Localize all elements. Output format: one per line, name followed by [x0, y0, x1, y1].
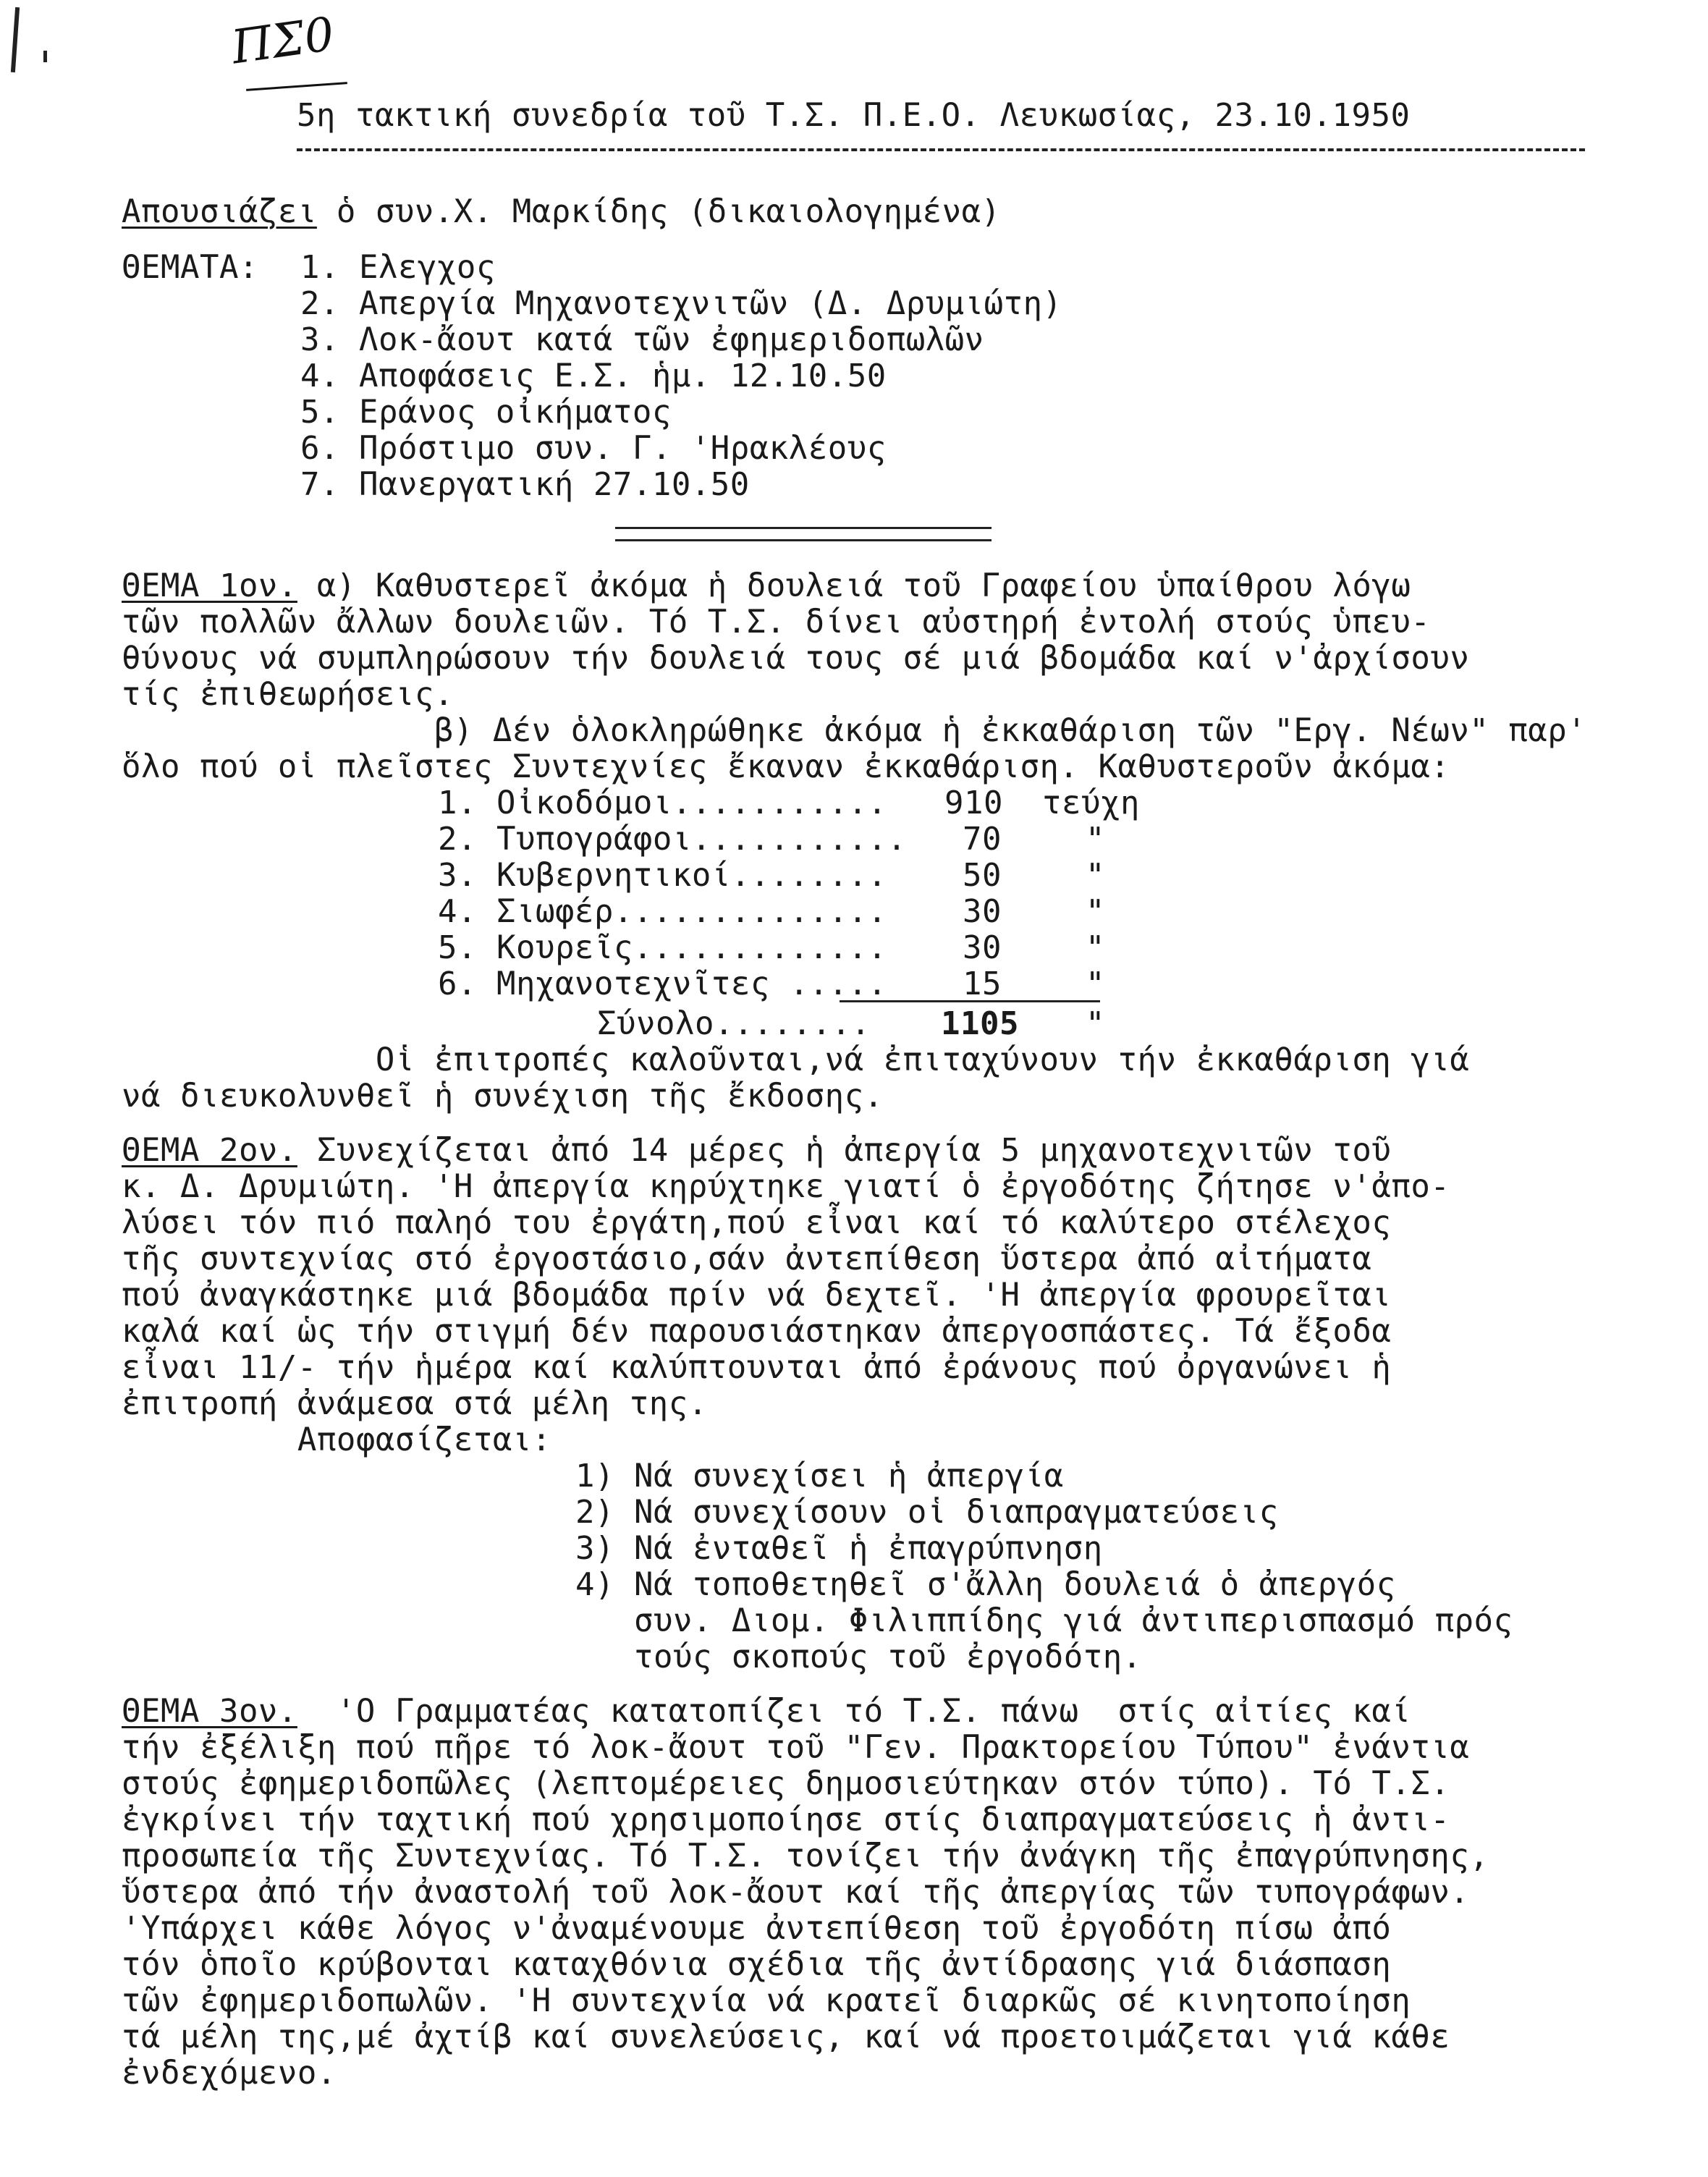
- list-unit: ": [1086, 821, 1105, 858]
- theme1-text: α) Καθυστερεῖ ἀκόμα ἡ δουλειά τοῦ Γραφείου ὑπαίθρου λόγω: [297, 567, 1411, 604]
- theme3-line: προσωπεία τῆς Συντεχνίας. Τό Τ.Σ. τονίζει τήν ἀνάγκη τῆς ἐπαγρύπνησης,: [122, 1838, 1489, 1874]
- agenda-item: 3. Λοκ-ἄουτ κατά τῶν ἐφημεριδοπωλῶν: [300, 321, 984, 358]
- list-name: 6. Μηχανοτεχνῖτες .....: [438, 965, 907, 1002]
- agenda-label: ΘΕΜΑΤΑ:: [122, 249, 258, 286]
- agenda-separator: [615, 527, 992, 541]
- theme2-line: καλά καί ὡς τήν στιγμή δέν παρουσιάστηκαν ἀπεργοσπάστες. Τά ἔξοδα: [122, 1313, 1392, 1350]
- theme3-text: 'Ο Γραμματέας κατατοπίζει τό Τ.Σ. πάνω στίς αἰτίες καί: [297, 1693, 1411, 1730]
- theme2-line: κ. Δ. Δρυμιώτη. 'Η ἀπεργία κηρύχτηκε γιατί ὁ ἐργοδότης ζήτησε ν'ἀπο-: [122, 1168, 1450, 1205]
- theme3-line: στούς ἐφημεριδοπῶλες (λεπτομέρειες δημοσιεύτηκαν στόν τύπο). Τό Τ.Σ.: [122, 1765, 1450, 1802]
- agenda-item: 7. Πανεργατική 27.10.50: [300, 466, 750, 503]
- theme3-line: τῶν ἐφημεριδοπωλῶν. 'Η συντεχνία νά κρατεῖ διαρκῶς σέ κινητοποίηση: [122, 1982, 1411, 2019]
- theme2-text: Συνεχίζεται ἀπό 14 μέρες ἡ ἀπεργία 5 μηχανοτεχνιτῶν τοῦ: [297, 1132, 1392, 1169]
- theme1-closing: Οἱ ἐπιτροπές καλοῦνται,νά ἐπιταχύνουν τήν ἐκκαθάριση γιά: [122, 1041, 1470, 1078]
- list-qty: 30: [963, 893, 1002, 930]
- list-unit: ": [1086, 929, 1105, 966]
- theme3-line: ὕστερα ἀπό τήν ἀναστολή τοῦ λοκ-ἄουτ καί τῆς ἀπεργίας τῶν τυπογράφων.: [122, 1874, 1470, 1911]
- list-name: 4. Σιωφέρ..............: [438, 893, 907, 930]
- theme3-line: ἐγκρίνει τήν ταχτική πού χρησιμοποίησε στίς διαπραγματεύσεις ἡ ἀντι-: [122, 1801, 1450, 1838]
- agenda-item: 2. Απεργία Μηχανοτεχνιτῶν (Δ. Δρυμιώτη): [300, 285, 1062, 322]
- handwritten-stamp: ΠΣ0: [228, 7, 338, 75]
- list-qty: 910: [944, 785, 1003, 821]
- theme2-first-line: [122, 1133, 1391, 1169]
- theme3-line: τά μέλη της,μέ ἀχτίβ καί συνελεύσεις, καί νά προετοιμάζεται γιά κάθε: [122, 2019, 1450, 2055]
- list-qty: 50: [963, 857, 1002, 894]
- theme3-line: 'Υπάρχει κάθε λόγος ν'ἀναμένουμε ἀντεπίθεση τοῦ ἐργοδότη πίσω ἀπό: [122, 1910, 1392, 1947]
- absence-line: [122, 194, 1001, 230]
- theme3-line: τόν ὁποῖο κρύβονται καταχθόνια σχέδια τῆς ἀντίδρασης γιά διάσπαση: [122, 1946, 1392, 1983]
- agenda-item: 4. Αποφάσεις Ε.Σ. ἡμ. 12.10.50: [300, 358, 887, 394]
- agenda-item: 1. Ελεγχος: [300, 249, 496, 286]
- theme1-line: ὅλο πού οἱ πλεῖστες Συντεχνίες ἔκαναν ἐκκαθάριση. Καθυστεροῦν ἀκόμα:: [122, 748, 1450, 785]
- list-unit: ": [1086, 857, 1105, 894]
- list-unit: ": [1086, 965, 1105, 1002]
- total-unit: ": [1086, 1005, 1105, 1042]
- total-rule: [840, 1000, 1100, 1002]
- absence-label: Απουσιάζει: [122, 193, 317, 230]
- margin-mark: [11, 7, 20, 72]
- theme1-line: θύνους νά συμπληρώσουν τήν δουλειά τους σέ μιά βδομάδα καί ν'ἀρχίσουν: [122, 640, 1470, 677]
- decision-item: τούς σκοπούς τοῦ ἐργοδότη.: [575, 1639, 1142, 1675]
- list-unit: ": [1086, 893, 1105, 930]
- theme3-line: τήν ἐξέλιξη πού πῆρε τό λοκ-ἄουτ τοῦ "Γεν. Πρακτορείου Τύπου" ἐνάντια: [122, 1729, 1470, 1766]
- title-dashed-rule: [297, 148, 1585, 151]
- decision-item: 2) Νά συνεχίσουν οἱ διαπραγματεύσεις: [575, 1494, 1279, 1531]
- theme3-label: ΘΕΜΑ 3ον.: [122, 1693, 297, 1730]
- list-name: 2. Τυπογράφοι...........: [438, 821, 907, 858]
- list-qty: 15: [963, 965, 1002, 1002]
- total-label: Σύνολο........: [597, 1005, 871, 1042]
- theme2-label: ΘΕΜΑ 2ον.: [122, 1132, 297, 1169]
- theme1-line: τῶν πολλῶν ἄλλων δουλειῶν. Τό Τ.Σ. δίνει αὐστηρή ἐντολή στούς ὑπευ-: [122, 604, 1431, 641]
- absence-text: ὁ συν.Χ. Μαρκίδης (δικαιολογημένα): [316, 193, 1001, 230]
- theme2-line: εἶναι 11/- τήν ἡμέρα καί καλύπτουνται ἀπό ἐράνους πού ὀργανώνει ἡ: [122, 1349, 1392, 1386]
- list-qty: 70: [963, 821, 1002, 858]
- theme2-line: ἐπιτροπή ἀνάμεσα στά μέλη της.: [122, 1385, 708, 1422]
- agenda-item: 6. Πρόστιμο συν. Γ. 'Ηρακλέους: [300, 430, 887, 467]
- list-qty: 30: [963, 929, 1002, 966]
- theme3-first-line: [122, 1694, 1411, 1730]
- theme1-line: β) Δέν ὁλοκληρώθηκε ἀκόμα ἡ ἐκκαθάριση τῶν "Εργ. Νέων" παρ': [122, 712, 1587, 749]
- theme2-decided: Αποφασίζεται:: [122, 1421, 551, 1458]
- list-name: 3. Κυβερνητικοί........: [438, 857, 907, 894]
- stamp-underline: [246, 82, 347, 91]
- total-qty: 1105: [941, 1005, 1019, 1042]
- theme1-label: ΘΕΜΑ 1ον.: [122, 567, 297, 604]
- decision-item: 1) Νά συνεχίσει ἡ ἀπεργία: [575, 1458, 1064, 1495]
- theme1-line: τίς ἐπιθεωρήσεις.: [122, 676, 454, 713]
- decision-item: 4) Νά τοποθετηθεῖ σ'ἄλλη δουλειά ὁ ἀπεργός: [575, 1566, 1396, 1603]
- decision-item: συν. Διομ. Φιλιππίδης γιά ἀντιπερισπασμό πρός: [575, 1602, 1513, 1639]
- agenda-item: 5. Εράνος οἰκήματος: [300, 394, 672, 431]
- theme3-line: ἐνδεχόμενο.: [122, 2055, 337, 2092]
- theme2-line: τῆς συντεχνίας στό ἐργοστάσιο,σάν ἀντεπίθεση ὕστερα ἀπό αἰτήματα: [122, 1240, 1372, 1277]
- list-unit: τεύχη: [1042, 785, 1140, 821]
- list-name: 5. Κουρεῖς.............: [438, 929, 907, 966]
- list-name: 1. Οἰκοδόμοι...........: [438, 785, 887, 821]
- theme2-line: πού ἀναγκάστηκε μιά βδομάδα πρίν νά δεχτεῖ. 'Η ἀπεργία φρουρεῖται: [122, 1277, 1392, 1314]
- theme2-line: λύσει τόν πιό παληό του ἐργάτη,πού εἶναι καί τό καλύτερο στέλεχος: [122, 1204, 1392, 1241]
- theme1-first-line: [122, 568, 1411, 604]
- meeting-title: 5η τακτική συνεδρία τοῦ Τ.Σ. Π.Ε.Ο. Λευκωσίας, 23.10.1950: [297, 97, 1411, 134]
- margin-mark: [43, 51, 47, 62]
- theme1-closing: νά διευκολυνθεῖ ἡ συνέχιση τῆς ἔκδοσης.: [122, 1078, 884, 1115]
- decision-item: 3) Νά ἐνταθεῖ ἡ ἐπαγρύπνηση: [575, 1530, 1103, 1567]
